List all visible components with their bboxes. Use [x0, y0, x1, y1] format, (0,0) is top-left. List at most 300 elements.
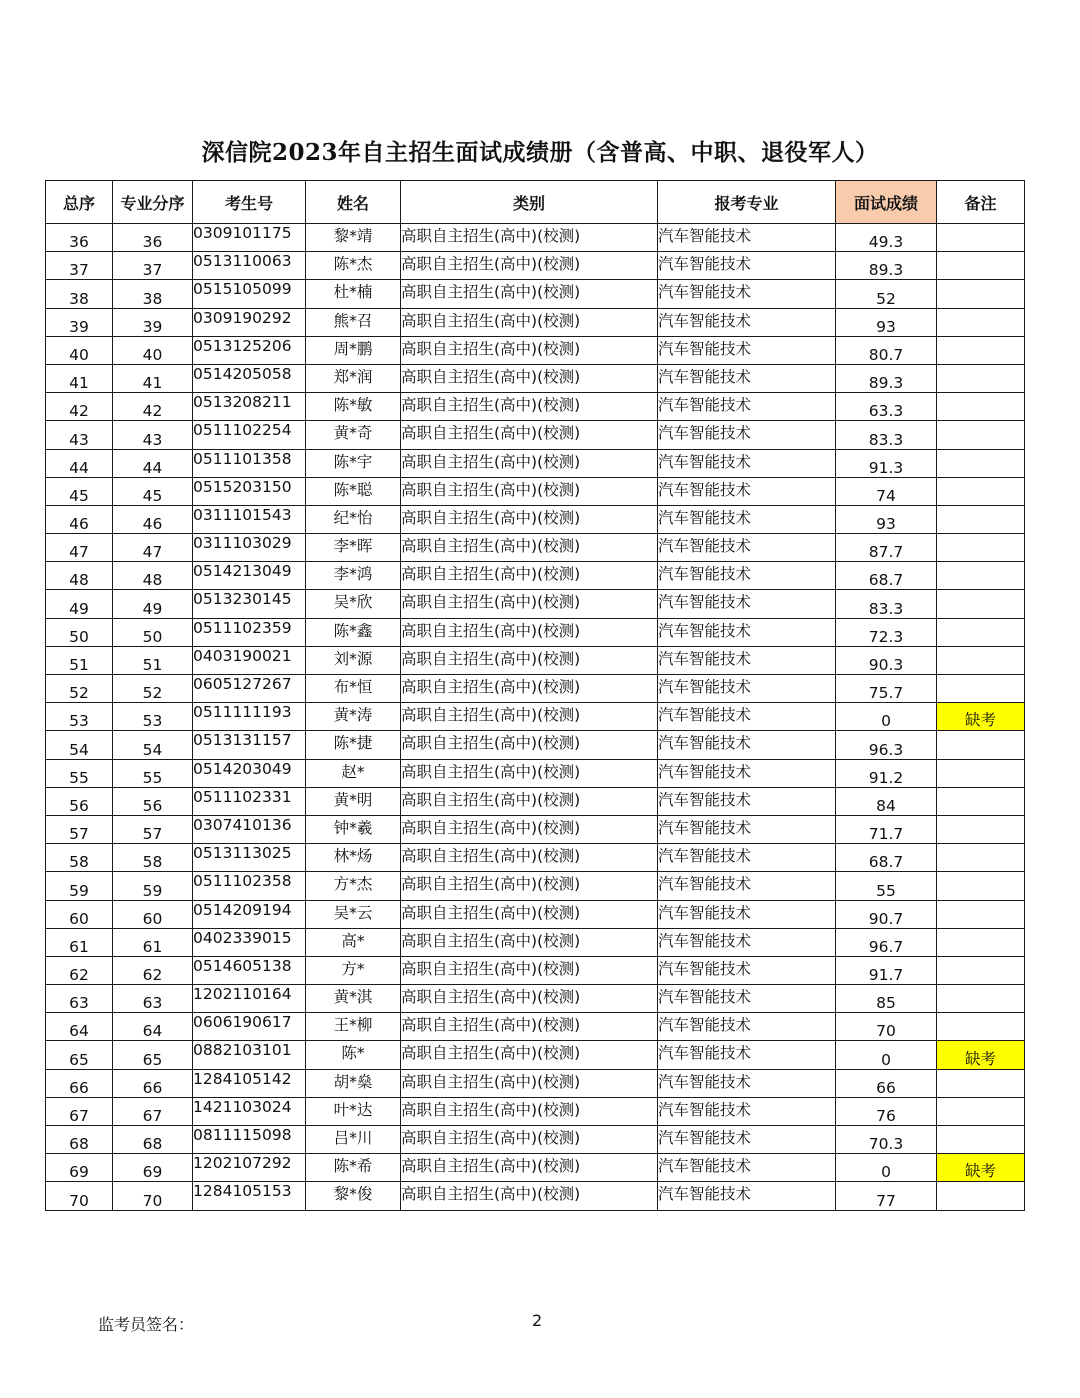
cell-major-seq: 68: [113, 1126, 193, 1154]
cell-name: 陈*敏: [306, 393, 401, 421]
cell-category: 高职自主招生(高中)(校测): [401, 364, 658, 392]
cell-category: 高职自主招生(高中)(校测): [401, 759, 658, 787]
table-row: [46, 252, 1025, 280]
cell-candidate-id: 1202110164: [193, 985, 306, 1013]
cell-major-seq: 54: [113, 731, 193, 759]
cell-score: 70: [836, 1013, 937, 1041]
cell-name: 李*晖: [306, 534, 401, 562]
cell-name: 布*恒: [306, 675, 401, 703]
cell-candidate-id: 0513125206: [193, 336, 306, 364]
cell-major: 汽车智能技术: [658, 787, 836, 815]
cell-major-seq: 47: [113, 534, 193, 562]
cell-name: 方*: [306, 956, 401, 984]
cell-score: 83.3: [836, 421, 937, 449]
cell-major-seq: 48: [113, 562, 193, 590]
cell-note: [937, 1069, 1025, 1097]
cell-category: 高职自主招生(高中)(校测): [401, 985, 658, 1013]
cell-score: 49.3: [836, 224, 937, 252]
cell-category: 高职自主招生(高中)(校测): [401, 1154, 658, 1182]
header-note: 备注: [937, 181, 1025, 224]
cell-major: 汽车智能技术: [658, 956, 836, 984]
cell-major: 汽车智能技术: [658, 449, 836, 477]
cell-candidate-id: 0513131157: [193, 731, 306, 759]
cell-seq: 40: [46, 336, 113, 364]
cell-seq: 59: [46, 872, 113, 900]
table-row: [46, 759, 1025, 787]
cell-score: 90.7: [836, 900, 937, 928]
cell-name: 黄*奇: [306, 421, 401, 449]
table-row: [46, 393, 1025, 421]
cell-major: 汽车智能技术: [658, 1069, 836, 1097]
cell-candidate-id: 0309190292: [193, 308, 306, 336]
cell-major-seq: 52: [113, 675, 193, 703]
cell-score: 84: [836, 787, 937, 815]
cell-major: 汽车智能技术: [658, 1154, 836, 1182]
page-number: 2: [532, 1311, 543, 1330]
cell-score: 89.3: [836, 252, 937, 280]
cell-major: 汽车智能技术: [658, 759, 836, 787]
cell-name: 赵*: [306, 759, 401, 787]
cell-category: 高职自主招生(高中)(校测): [401, 534, 658, 562]
cell-score: 76: [836, 1097, 937, 1125]
cell-category: 高职自主招生(高中)(校测): [401, 646, 658, 674]
cell-note: [937, 421, 1025, 449]
cell-name: 周*鹏: [306, 336, 401, 364]
cell-seq: 55: [46, 759, 113, 787]
cell-note: [937, 872, 1025, 900]
cell-score: 83.3: [836, 590, 937, 618]
cell-major: 汽车智能技术: [658, 562, 836, 590]
cell-candidate-id: 0514203049: [193, 759, 306, 787]
table-row: [46, 928, 1025, 956]
cell-category: 高职自主招生(高中)(校测): [401, 449, 658, 477]
cell-major: 汽车智能技术: [658, 1182, 836, 1210]
cell-major: 汽车智能技术: [658, 900, 836, 928]
cell-major-seq: 49: [113, 590, 193, 618]
cell-name: 郑*润: [306, 364, 401, 392]
cell-score: 90.3: [836, 646, 937, 674]
cell-candidate-id: 0513110063: [193, 252, 306, 280]
cell-major-seq: 62: [113, 956, 193, 984]
cell-score: 91.3: [836, 449, 937, 477]
cell-major: 汽车智能技术: [658, 590, 836, 618]
cell-candidate-id: 1284105153: [193, 1182, 306, 1210]
table-row: [46, 618, 1025, 646]
header-major: 报考专业: [658, 181, 836, 224]
cell-score: 96.3: [836, 731, 937, 759]
cell-name: 黎*俊: [306, 1182, 401, 1210]
cell-seq: 63: [46, 985, 113, 1013]
cell-candidate-id: 0515203150: [193, 477, 306, 505]
cell-seq: 70: [46, 1182, 113, 1210]
cell-candidate-id: 0511101358: [193, 449, 306, 477]
table-row: [46, 815, 1025, 843]
table-row: [46, 1126, 1025, 1154]
cell-candidate-id: 0511102331: [193, 787, 306, 815]
page-title: 深信院2023年自主招生面试成绩册（含普高、中职、退役军人）: [201, 139, 879, 166]
cell-seq: 65: [46, 1041, 113, 1069]
cell-major: 汽车智能技术: [658, 872, 836, 900]
cell-note: [937, 477, 1025, 505]
cell-name: 吴*云: [306, 900, 401, 928]
cell-note: [937, 449, 1025, 477]
cell-major: 汽车智能技术: [658, 393, 836, 421]
cell-major-seq: 42: [113, 393, 193, 421]
cell-major: 汽车智能技术: [658, 308, 836, 336]
cell-candidate-id: 0511102359: [193, 618, 306, 646]
cell-note: [937, 928, 1025, 956]
cell-candidate-id: 0514205058: [193, 364, 306, 392]
cell-major-seq: 44: [113, 449, 193, 477]
cell-score: 93: [836, 308, 937, 336]
cell-major-seq: 50: [113, 618, 193, 646]
cell-score: 72.3: [836, 618, 937, 646]
cell-name: 陈*希: [306, 1154, 401, 1182]
table-row: [46, 477, 1025, 505]
table-row: [46, 787, 1025, 815]
header-category: 类别: [401, 181, 658, 224]
cell-major: 汽车智能技术: [658, 252, 836, 280]
cell-note: [937, 393, 1025, 421]
cell-note: 缺考: [937, 703, 1025, 731]
cell-major-seq: 61: [113, 928, 193, 956]
table-row: [46, 590, 1025, 618]
cell-score: 68.7: [836, 562, 937, 590]
cell-major-seq: 43: [113, 421, 193, 449]
cell-note: [937, 534, 1025, 562]
table-row: [46, 1182, 1025, 1210]
cell-name: 陈*宇: [306, 449, 401, 477]
cell-category: 高职自主招生(高中)(校测): [401, 815, 658, 843]
cell-candidate-id: 0515105099: [193, 280, 306, 308]
table-row: [46, 1041, 1025, 1069]
cell-candidate-id: 0514213049: [193, 562, 306, 590]
cell-category: 高职自主招生(高中)(校测): [401, 590, 658, 618]
cell-category: 高职自主招生(高中)(校测): [401, 1126, 658, 1154]
cell-score: 96.7: [836, 928, 937, 956]
cell-major: 汽车智能技术: [658, 505, 836, 533]
cell-category: 高职自主招生(高中)(校测): [401, 252, 658, 280]
cell-major-seq: 67: [113, 1097, 193, 1125]
cell-note: [937, 336, 1025, 364]
table-row: [46, 1097, 1025, 1125]
cell-score: 66: [836, 1069, 937, 1097]
cell-candidate-id: 0307410136: [193, 815, 306, 843]
cell-note: [937, 815, 1025, 843]
cell-score: 74: [836, 477, 937, 505]
table-row: [46, 872, 1025, 900]
cell-candidate-id: 0311101543: [193, 505, 306, 533]
cell-seq: 51: [46, 646, 113, 674]
cell-major: 汽车智能技术: [658, 703, 836, 731]
cell-name: 林*炀: [306, 844, 401, 872]
cell-category: 高职自主招生(高中)(校测): [401, 1013, 658, 1041]
cell-major: 汽车智能技术: [658, 364, 836, 392]
cell-major-seq: 56: [113, 787, 193, 815]
table-row: [46, 505, 1025, 533]
cell-category: 高职自主招生(高中)(校测): [401, 477, 658, 505]
cell-note: [937, 308, 1025, 336]
cell-major: 汽车智能技术: [658, 336, 836, 364]
cell-major-seq: 45: [113, 477, 193, 505]
cell-major-seq: 57: [113, 815, 193, 843]
table-row: [46, 562, 1025, 590]
cell-category: 高职自主招生(高中)(校测): [401, 1097, 658, 1125]
cell-score: 91.2: [836, 759, 937, 787]
cell-major-seq: 36: [113, 224, 193, 252]
cell-major: 汽车智能技术: [658, 1013, 836, 1041]
cell-major-seq: 65: [113, 1041, 193, 1069]
cell-candidate-id: 0403190021: [193, 646, 306, 674]
cell-note: [937, 252, 1025, 280]
invigilator-signature-label: 监考员签名：: [98, 1315, 195, 1334]
cell-candidate-id: 0513208211: [193, 393, 306, 421]
cell-major: 汽车智能技术: [658, 224, 836, 252]
cell-category: 高职自主招生(高中)(校测): [401, 872, 658, 900]
cell-name: 叶*达: [306, 1097, 401, 1125]
cell-name: 黄*涛: [306, 703, 401, 731]
cell-name: 陈*鑫: [306, 618, 401, 646]
cell-note: [937, 562, 1025, 590]
cell-candidate-id: 0811115098: [193, 1126, 306, 1154]
cell-name: 杜*楠: [306, 280, 401, 308]
cell-candidate-id: 0511111193: [193, 703, 306, 731]
table-body: [46, 224, 1025, 1211]
cell-candidate-id: 0311103029: [193, 534, 306, 562]
cell-seq: 53: [46, 703, 113, 731]
table-row: [46, 731, 1025, 759]
cell-name: 王*柳: [306, 1013, 401, 1041]
cell-category: 高职自主招生(高中)(校测): [401, 787, 658, 815]
cell-note: [937, 505, 1025, 533]
cell-note: [937, 787, 1025, 815]
cell-candidate-id: 1284105142: [193, 1069, 306, 1097]
cell-category: 高职自主招生(高中)(校测): [401, 562, 658, 590]
cell-candidate-id: 1202107292: [193, 1154, 306, 1182]
cell-category: 高职自主招生(高中)(校测): [401, 1041, 658, 1069]
cell-major: 汽车智能技术: [658, 844, 836, 872]
cell-candidate-id: 0606190617: [193, 1013, 306, 1041]
cell-score: 0: [836, 1154, 937, 1182]
cell-category: 高职自主招生(高中)(校测): [401, 1069, 658, 1097]
header-score: 面试成绩: [836, 181, 937, 224]
table-row: [46, 703, 1025, 731]
cell-seq: 58: [46, 844, 113, 872]
cell-score: 80.7: [836, 336, 937, 364]
cell-name: 黄*明: [306, 787, 401, 815]
cell-name: 刘*源: [306, 646, 401, 674]
cell-score: 68.7: [836, 844, 937, 872]
header-major-seq: 专业分序: [113, 181, 193, 224]
cell-name: 纪*怡: [306, 505, 401, 533]
cell-candidate-id: 0605127267: [193, 675, 306, 703]
cell-name: 吕*川: [306, 1126, 401, 1154]
table-row: [46, 224, 1025, 252]
cell-name: 方*杰: [306, 872, 401, 900]
table-row: [46, 364, 1025, 392]
cell-category: 高职自主招生(高中)(校测): [401, 675, 658, 703]
cell-major-seq: 64: [113, 1013, 193, 1041]
cell-seq: 47: [46, 534, 113, 562]
cell-candidate-id: 0309101175: [193, 224, 306, 252]
cell-major-seq: 70: [113, 1182, 193, 1210]
cell-name: 陈*: [306, 1041, 401, 1069]
cell-category: 高职自主招生(高中)(校测): [401, 618, 658, 646]
cell-note: [937, 985, 1025, 1013]
cell-name: 李*鸿: [306, 562, 401, 590]
table-row: [46, 956, 1025, 984]
cell-name: 黄*淇: [306, 985, 401, 1013]
cell-major-seq: 39: [113, 308, 193, 336]
cell-score: 70.3: [836, 1126, 937, 1154]
cell-category: 高职自主招生(高中)(校测): [401, 308, 658, 336]
cell-major: 汽车智能技术: [658, 1041, 836, 1069]
cell-category: 高职自主招生(高中)(校测): [401, 421, 658, 449]
cell-seq: 57: [46, 815, 113, 843]
cell-major: 汽车智能技术: [658, 618, 836, 646]
cell-major: 汽车智能技术: [658, 1097, 836, 1125]
cell-major: 汽车智能技术: [658, 985, 836, 1013]
cell-note: [937, 1182, 1025, 1210]
cell-seq: 61: [46, 928, 113, 956]
cell-name: 陈*捷: [306, 731, 401, 759]
cell-name: 胡*燊: [306, 1069, 401, 1097]
cell-score: 55: [836, 872, 937, 900]
cell-note: [937, 1013, 1025, 1041]
cell-name: 吴*欣: [306, 590, 401, 618]
cell-major-seq: 58: [113, 844, 193, 872]
cell-candidate-id: 0511102254: [193, 421, 306, 449]
cell-category: 高职自主招生(高中)(校测): [401, 393, 658, 421]
cell-seq: 44: [46, 449, 113, 477]
cell-major-seq: 63: [113, 985, 193, 1013]
cell-major: 汽车智能技术: [658, 646, 836, 674]
table-row: [46, 844, 1025, 872]
cell-note: 缺考: [937, 1154, 1025, 1182]
cell-seq: 52: [46, 675, 113, 703]
cell-score: 63.3: [836, 393, 937, 421]
header-row: [46, 181, 1025, 224]
cell-category: 高职自主招生(高中)(校测): [401, 224, 658, 252]
cell-seq: 45: [46, 477, 113, 505]
cell-category: 高职自主招生(高中)(校测): [401, 956, 658, 984]
cell-category: 高职自主招生(高中)(校测): [401, 731, 658, 759]
cell-major: 汽车智能技术: [658, 280, 836, 308]
cell-note: [937, 224, 1025, 252]
cell-category: 高职自主招生(高中)(校测): [401, 505, 658, 533]
cell-name: 钟*羲: [306, 815, 401, 843]
cell-note: [937, 364, 1025, 392]
cell-category: 高职自主招生(高中)(校测): [401, 900, 658, 928]
cell-seq: 68: [46, 1126, 113, 1154]
cell-seq: 60: [46, 900, 113, 928]
table-row: [46, 308, 1025, 336]
cell-score: 0: [836, 1041, 937, 1069]
cell-seq: 39: [46, 308, 113, 336]
cell-candidate-id: 0511102358: [193, 872, 306, 900]
cell-seq: 42: [46, 393, 113, 421]
cell-category: 高职自主招生(高中)(校测): [401, 703, 658, 731]
cell-seq: 38: [46, 280, 113, 308]
cell-category: 高职自主招生(高中)(校测): [401, 1182, 658, 1210]
cell-seq: 41: [46, 364, 113, 392]
table-row: [46, 1013, 1025, 1041]
cell-seq: 48: [46, 562, 113, 590]
cell-seq: 69: [46, 1154, 113, 1182]
table-row: [46, 985, 1025, 1013]
cell-candidate-id: 1421103024: [193, 1097, 306, 1125]
cell-note: [937, 646, 1025, 674]
cell-score: 77: [836, 1182, 937, 1210]
cell-major-seq: 53: [113, 703, 193, 731]
cell-major-seq: 60: [113, 900, 193, 928]
cell-major-seq: 51: [113, 646, 193, 674]
cell-note: [937, 731, 1025, 759]
cell-seq: 56: [46, 787, 113, 815]
table-row: [46, 900, 1025, 928]
cell-seq: 62: [46, 956, 113, 984]
cell-note: [937, 759, 1025, 787]
table-row: [46, 336, 1025, 364]
cell-name: 高*: [306, 928, 401, 956]
cell-score: 0: [836, 703, 937, 731]
cell-major: 汽车智能技术: [658, 477, 836, 505]
cell-seq: 66: [46, 1069, 113, 1097]
cell-note: [937, 590, 1025, 618]
cell-note: [937, 280, 1025, 308]
cell-note: [937, 1126, 1025, 1154]
cell-candidate-id: 0514209194: [193, 900, 306, 928]
cell-note: 缺考: [937, 1041, 1025, 1069]
cell-seq: 46: [46, 505, 113, 533]
cell-major-seq: 37: [113, 252, 193, 280]
cell-score: 89.3: [836, 364, 937, 392]
cell-candidate-id: 0514605138: [193, 956, 306, 984]
cell-category: 高职自主招生(高中)(校测): [401, 280, 658, 308]
cell-score: 85: [836, 985, 937, 1013]
cell-name: 陈*聪: [306, 477, 401, 505]
cell-seq: 37: [46, 252, 113, 280]
cell-score: 87.7: [836, 534, 937, 562]
cell-major-seq: 38: [113, 280, 193, 308]
cell-major-seq: 41: [113, 364, 193, 392]
cell-major-seq: 55: [113, 759, 193, 787]
cell-major: 汽车智能技术: [658, 421, 836, 449]
cell-note: [937, 844, 1025, 872]
header-seq: 总序: [46, 181, 113, 224]
cell-candidate-id: 0882103101: [193, 1041, 306, 1069]
table-row: [46, 1069, 1025, 1097]
table-row: [46, 280, 1025, 308]
score-table: [45, 180, 1025, 1211]
cell-candidate-id: 0513113025: [193, 844, 306, 872]
cell-category: 高职自主招生(高中)(校测): [401, 336, 658, 364]
cell-major-seq: 46: [113, 505, 193, 533]
cell-major: 汽车智能技术: [658, 731, 836, 759]
cell-major: 汽车智能技术: [658, 928, 836, 956]
cell-major-seq: 69: [113, 1154, 193, 1182]
cell-name: 陈*杰: [306, 252, 401, 280]
cell-seq: 49: [46, 590, 113, 618]
cell-category: 高职自主招生(高中)(校测): [401, 928, 658, 956]
cell-seq: 67: [46, 1097, 113, 1125]
header-candidate-id: 考生号: [193, 181, 306, 224]
cell-major: 汽车智能技术: [658, 675, 836, 703]
cell-major-seq: 40: [113, 336, 193, 364]
cell-seq: 50: [46, 618, 113, 646]
table-row: [46, 449, 1025, 477]
cell-major: 汽车智能技术: [658, 1126, 836, 1154]
